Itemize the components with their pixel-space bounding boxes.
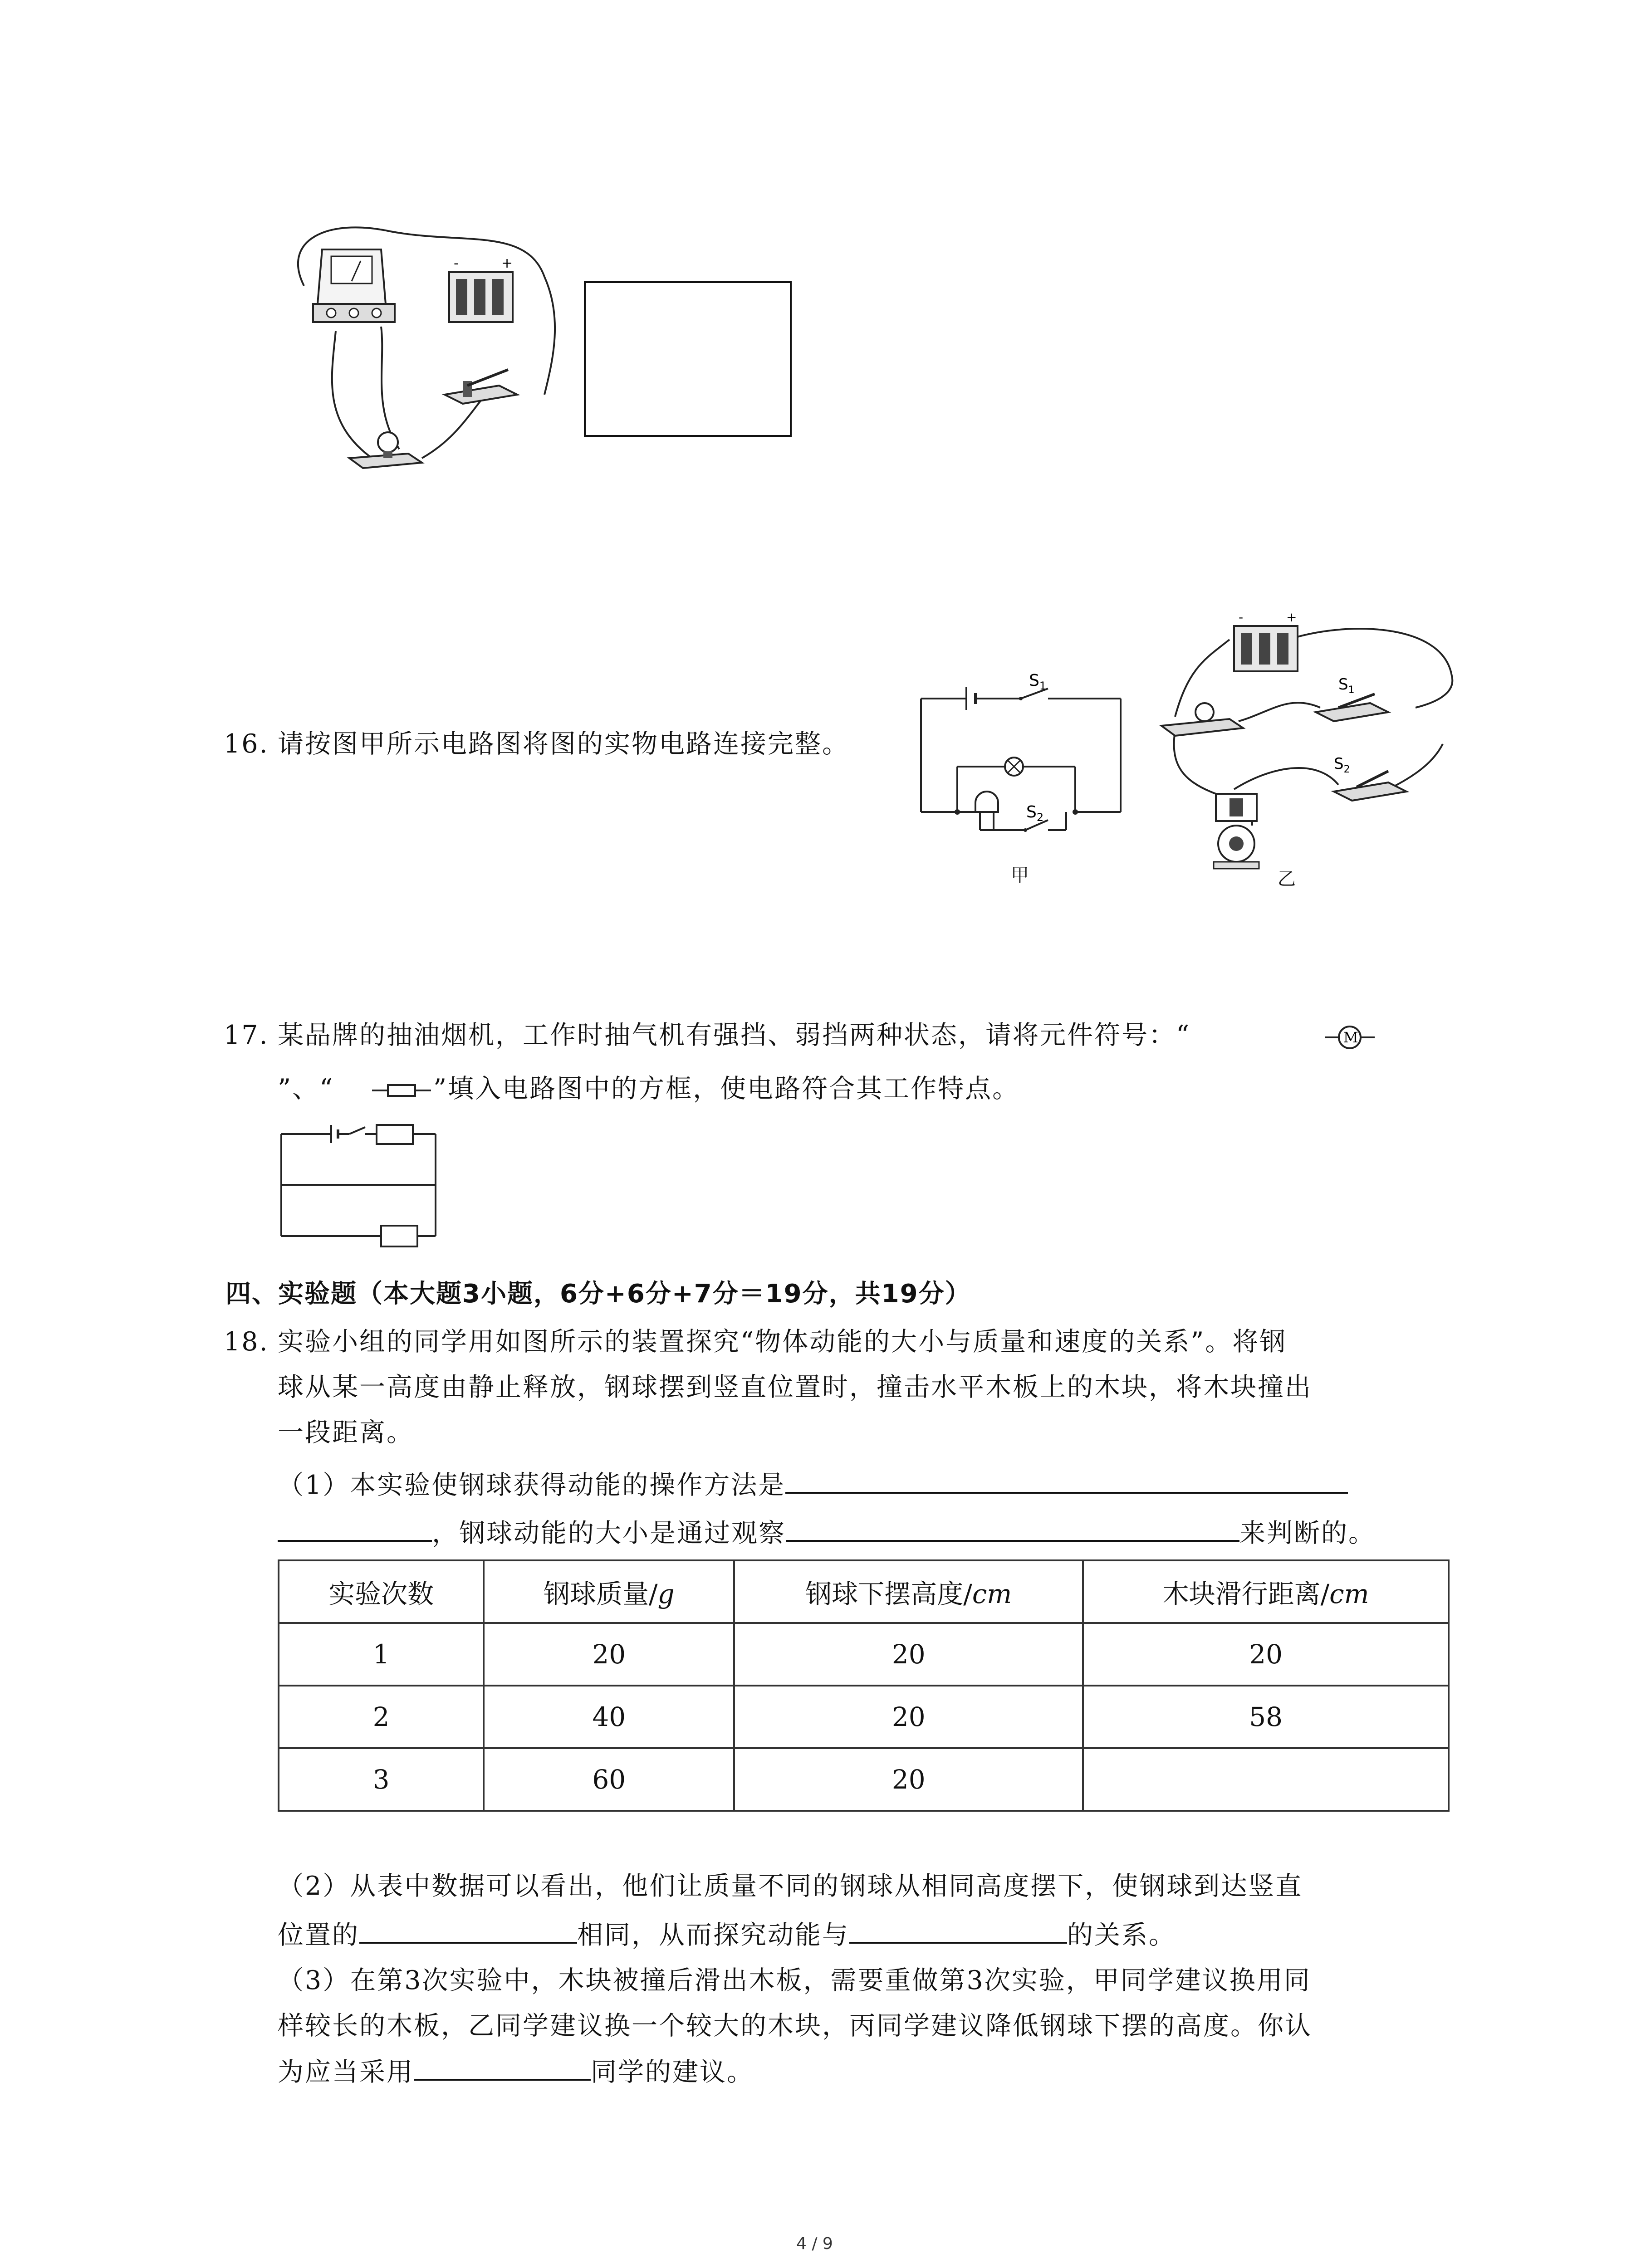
table-cell: 58 [1083,1686,1449,1748]
q18-blank-1a[interactable] [785,1464,1348,1494]
label-s2: $S_2$ [1026,803,1044,824]
switch-s1-icon [1316,675,1388,721]
q18-intro-line2: 球从某一高度由静止释放，钢球摆到竖直位置时，撞击水平木板上的木块，将木块撞出 [278,1372,1312,1402]
svg-text:M: M [1343,1029,1358,1046]
table-header-row [279,1560,1449,1623]
table-cell: 60 [484,1748,734,1811]
resistor-symbol-icon [372,1081,431,1100]
q18-p1-a: （1）本实验使钢球获得动能的操作方法是 [278,1470,786,1500]
table-row [279,1748,1449,1811]
q18-intro-line3: 一段距离。 [278,1418,414,1447]
label-s1: $S_1$ [1029,671,1047,692]
q17-box-bottom [381,1226,417,1246]
table-row [279,1623,1449,1686]
q18-number: 18. [224,1327,269,1357]
table-row [279,1686,1449,1748]
battery-icon [449,255,513,322]
table-cell: 3 [279,1748,484,1811]
section4-heading: 四、实验题（本大题3小题，6分+6分+7分＝19分，共19分） [225,1279,971,1309]
fig-label-yi: 乙 [1278,869,1296,890]
q18-p2-c: 相同，从而探究动能与 [577,1920,849,1950]
table-cell: 20 [484,1623,734,1686]
q18-blank-1c[interactable] [786,1512,1239,1542]
q18-p2-line2 [278,1912,1176,1958]
q18-p2-d: 的关系。 [1067,1920,1176,1950]
table-cell: 20 [734,1686,1083,1748]
q18-p1-line2 [278,1510,1376,1556]
q18-p3-line2: 样较长的木板，乙同学建议换一个较大的木块，丙同学建议降低钢球下摆的高度。你认 [278,2011,1312,2041]
svg-text:-: - [1239,610,1244,625]
table-cell: 2 [279,1686,484,1748]
q15-physical-circuit [272,213,590,494]
motor-icon [1214,794,1259,869]
q18-p3-line1: （3）在第3次实验中，木块被撞后滑出木板，需要重做第3次实验，甲同学建议换用同 [278,1965,1311,1995]
q17-line2-b: ”填入电路图中的方框，使电路符合其工作特点。 [433,1074,1020,1104]
motor-symbol-icon [1325,1026,1375,1049]
q17-circuit-diagram [277,1125,445,1247]
q18-p3-c: 为应当采用 [278,2057,414,2087]
q18-blank-1b[interactable] [278,1512,432,1542]
table-header-cell: 实验次数 [279,1560,484,1623]
table-cell: 20 [734,1748,1083,1811]
table-cell: 20 [734,1623,1083,1686]
q16-number: 16. [224,729,269,759]
q17-number: 17. [224,1020,269,1050]
table-header-cell: 钢球质量/g [484,1560,734,1623]
q18-blank-2a[interactable] [359,1914,577,1944]
bulb-icon [349,432,422,468]
table-cell: 1 [279,1623,484,1686]
q16-physical-circuit-yi [1161,612,1470,885]
q17-line2-a: ”、“ [278,1074,334,1104]
table-cell: 20 [1083,1623,1449,1686]
q18-intro-line1: 实验小组的同学用如图所示的装置探究“物体动能的大小与质量和速度的关系”。将钢 [278,1327,1287,1357]
q18-data-table [278,1559,1450,1812]
fig-label-jia: 甲 [1011,865,1029,886]
svg-text:S2: $S_2$ [1334,755,1350,775]
q18-p3-d: 同学的建议。 [591,2057,754,2087]
q16-text: 请按图甲所示电路图将图的实物电路连接完整。 [278,729,849,759]
q18-p3-line3 [278,2049,754,2095]
svg-text:+: + [1286,610,1297,625]
ammeter-icon [313,249,395,322]
page-number: 4 / 9 [796,2234,833,2253]
svg-text:-: - [454,255,459,271]
bulb-icon [1161,703,1243,736]
q18-p1-b: ，钢球动能的大小是通过观察 [432,1518,786,1548]
table-cell: 40 [484,1686,734,1748]
q18-p2-b: 位置的 [278,1920,359,1950]
svg-text:S1: $S_1$ [1338,675,1355,696]
q17-box-top [377,1125,413,1144]
q18-p1-line1 [278,1462,1348,1508]
battery-icon [1234,610,1298,671]
switch-icon [445,370,517,404]
q18-blank-3[interactable] [414,2051,591,2081]
table-header-cell: 木块滑行距离/cm [1083,1560,1449,1623]
table-cell[interactable] [1083,1748,1449,1811]
switch-s2-icon [1334,755,1406,801]
svg-text:+: + [501,255,513,271]
table-header-cell: 钢球下摆高度/cm [734,1560,1083,1623]
q15-answer-box [584,281,792,437]
q18-blank-2b[interactable] [849,1914,1067,1944]
q18-p1-c: 来判断的。 [1239,1518,1376,1548]
motor-dome-icon [975,792,998,812]
q18-p2-line1: （2）从表中数据可以看出，他们让质量不同的钢球从相同高度摆下，使钢球到达竖直 [278,1871,1303,1901]
q17-line1: 某品牌的抽油烟机，工作时抽气机有强挡、弱挡两种状态，请将元件符号：“ [278,1020,1191,1050]
